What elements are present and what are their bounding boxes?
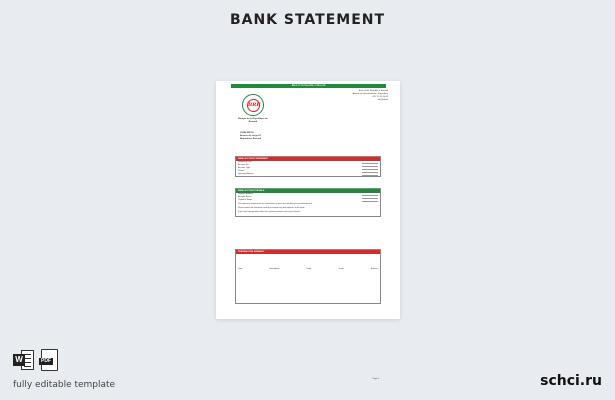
client-line: Bujumbura, Burundi [240,138,262,140]
bank-name: Banque de la République du Burundi [238,118,268,123]
contact-line: Avenue du Gouvernement, Bujumbura [352,93,388,95]
note-line: Please review this statement carefully and report any discrepancies to the bank. [238,206,305,209]
bank-contact-block [353,90,388,102]
field-row: Account Status [236,196,380,199]
field-row: Opening Balance [236,173,380,176]
account-statement-section [235,156,381,177]
site-brand: schci.ru [540,373,602,389]
logo-monogram: BRB [247,99,260,112]
section-title: BANK ACCOUNT STATEMENT [236,157,380,161]
note-line: If you have any questions about this statement please contact your branch. [238,210,301,213]
bank-logo [242,94,264,116]
page-number: Page 1 [372,378,379,380]
pdf-icon: PDF [39,349,59,371]
format-icons [13,349,59,371]
section-title: BANK ACCOUNT DETAILS [236,189,380,193]
transaction-summary-section [235,249,381,304]
contact-line: Bank of the Republic of Burundi [358,90,388,92]
word-icon: W [13,349,35,371]
contact-line: +257 22 20 40 00 [371,96,388,98]
field-row: Account Type [236,167,380,170]
table-header-row: Date Description Debit Credit Balance [238,268,378,270]
field-row: Account No. [236,164,380,167]
template-caption: fully editable template [13,380,116,390]
client-address [240,132,261,141]
statement-document-preview [216,81,400,380]
field-row: Payment Status [236,199,380,202]
field-row: Register Address [236,193,380,196]
top-banner: Bank of the Republic of Burundi [231,84,386,88]
client-line: JOHN SMITH [240,132,254,134]
contact-line: brb@brb.bi [377,99,388,101]
field-row: Period [236,170,380,173]
note-line: This statement summarises the transactions on your account during the period indicated. [238,203,313,205]
client-line: Avenue du Large 22 [240,135,261,137]
account-details-section [235,188,381,217]
notes-block [236,202,380,216]
page-title: BANK STATEMENT [229,12,386,28]
field-row: Statement Date [236,161,380,164]
section-title: TRANSACTION SUMMARY [236,250,380,254]
